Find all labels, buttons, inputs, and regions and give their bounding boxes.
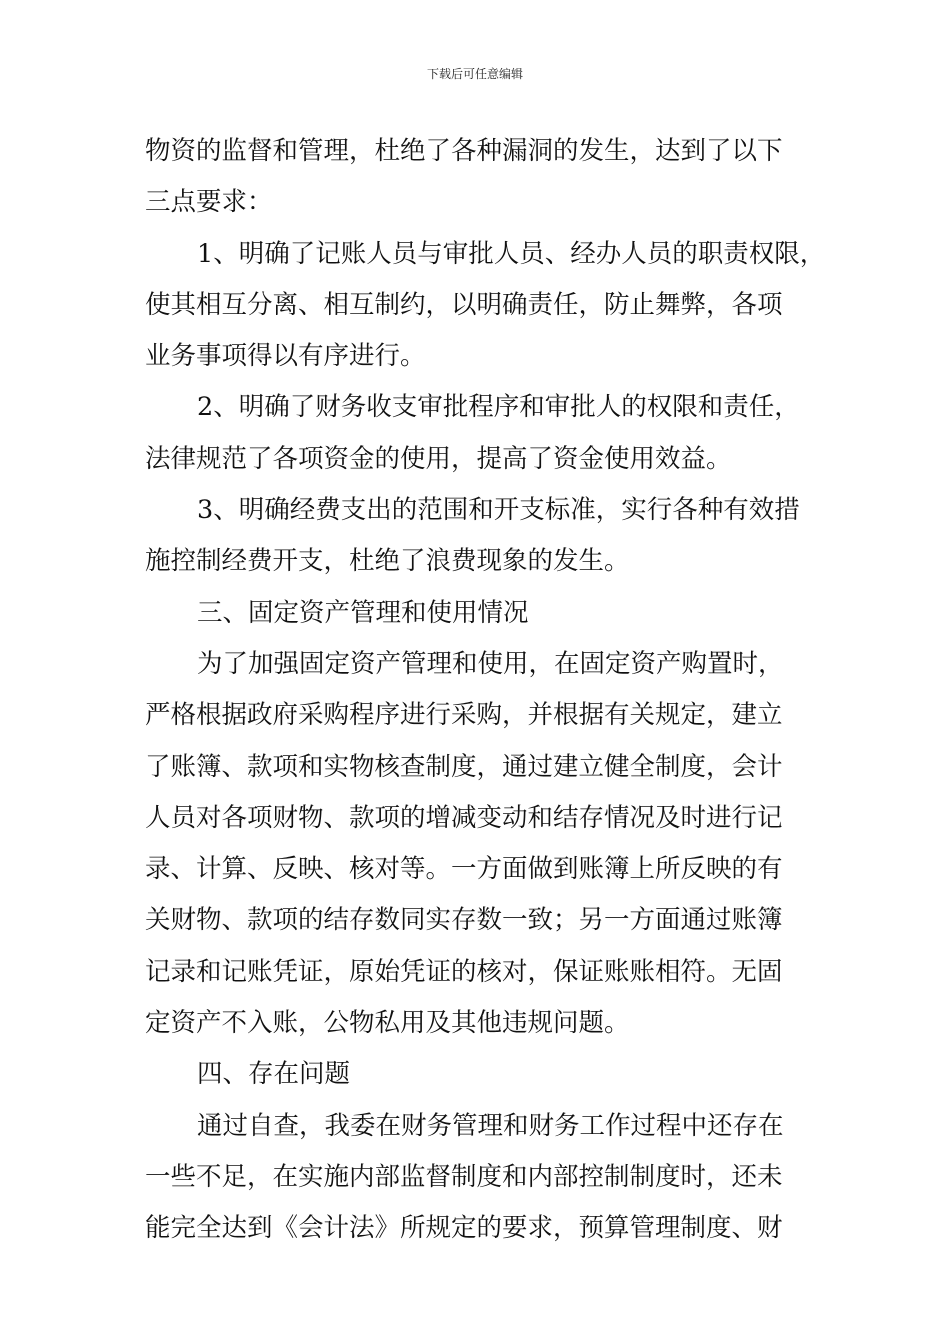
text-line: 严格根据政府采购程序进行采购，并根据有关规定，建立 (145, 700, 783, 731)
list-item-2-line: 2、明确了财务收支审批程序和审批人的权限和责任， (197, 392, 800, 423)
text-line: 三点要求： (145, 187, 273, 218)
list-item-1-line: 1、明确了记账人员与审批人员、经办人员的职责权限， (197, 238, 826, 269)
text-line: 物资的监督和管理，杜绝了各种漏洞的发生，达到了以下 (145, 136, 783, 166)
section-heading-3: 三、固定资产管理和使用情况 (197, 597, 529, 628)
text-line: 业务事项得以有序进行。 (145, 341, 426, 372)
text-line: 一些不足，在实施内部监督制度和内部控制制度时，还未 (145, 1161, 783, 1192)
paragraph-start: 通过自查，我委在财务管理和财务工作过程中还存在 (197, 1110, 784, 1141)
text-line: 关财物、款项的结存数同实存数一致；另一方面通过账簿 (145, 905, 783, 936)
text-line: 记录和记账凭证，原始凭证的核对，保证账账相符。无固 (145, 956, 783, 987)
text-line: 了账簿、款项和实物核查制度，通过建立健全制度，会计 (145, 751, 783, 782)
text-line: 使其相互分离、相互制约，以明确责任，防止舞弊，各项 (145, 289, 783, 320)
list-item-3-line: 3、明确经费支出的范围和开支标准，实行各种有效措 (197, 495, 800, 526)
page-header: 下载后可任意编辑 (426, 67, 523, 81)
text-line: 施控制经费开支，杜绝了浪费现象的发生。 (145, 546, 630, 577)
document-body (145, 126, 835, 1255)
text-line: 法律规范了各项资金的使用，提高了资金使用效益。 (145, 443, 732, 474)
text-line: 录、计算、反映、核对等。一方面做到账簿上所反映的有 (145, 854, 783, 885)
text-line: 能完全达到《会计法》所规定的要求，预算管理制度、财 (145, 1213, 783, 1244)
text-line: 人员对各项财物、款项的增减变动和结存情况及时进行记 (145, 802, 783, 833)
section-heading-4: 四、存在问题 (197, 1059, 351, 1090)
text-line: 定资产不入账，公物私用及其他违规问题。 (145, 1008, 630, 1039)
paragraph-start: 为了加强固定资产管理和使用，在固定资产购置时， (197, 648, 784, 679)
